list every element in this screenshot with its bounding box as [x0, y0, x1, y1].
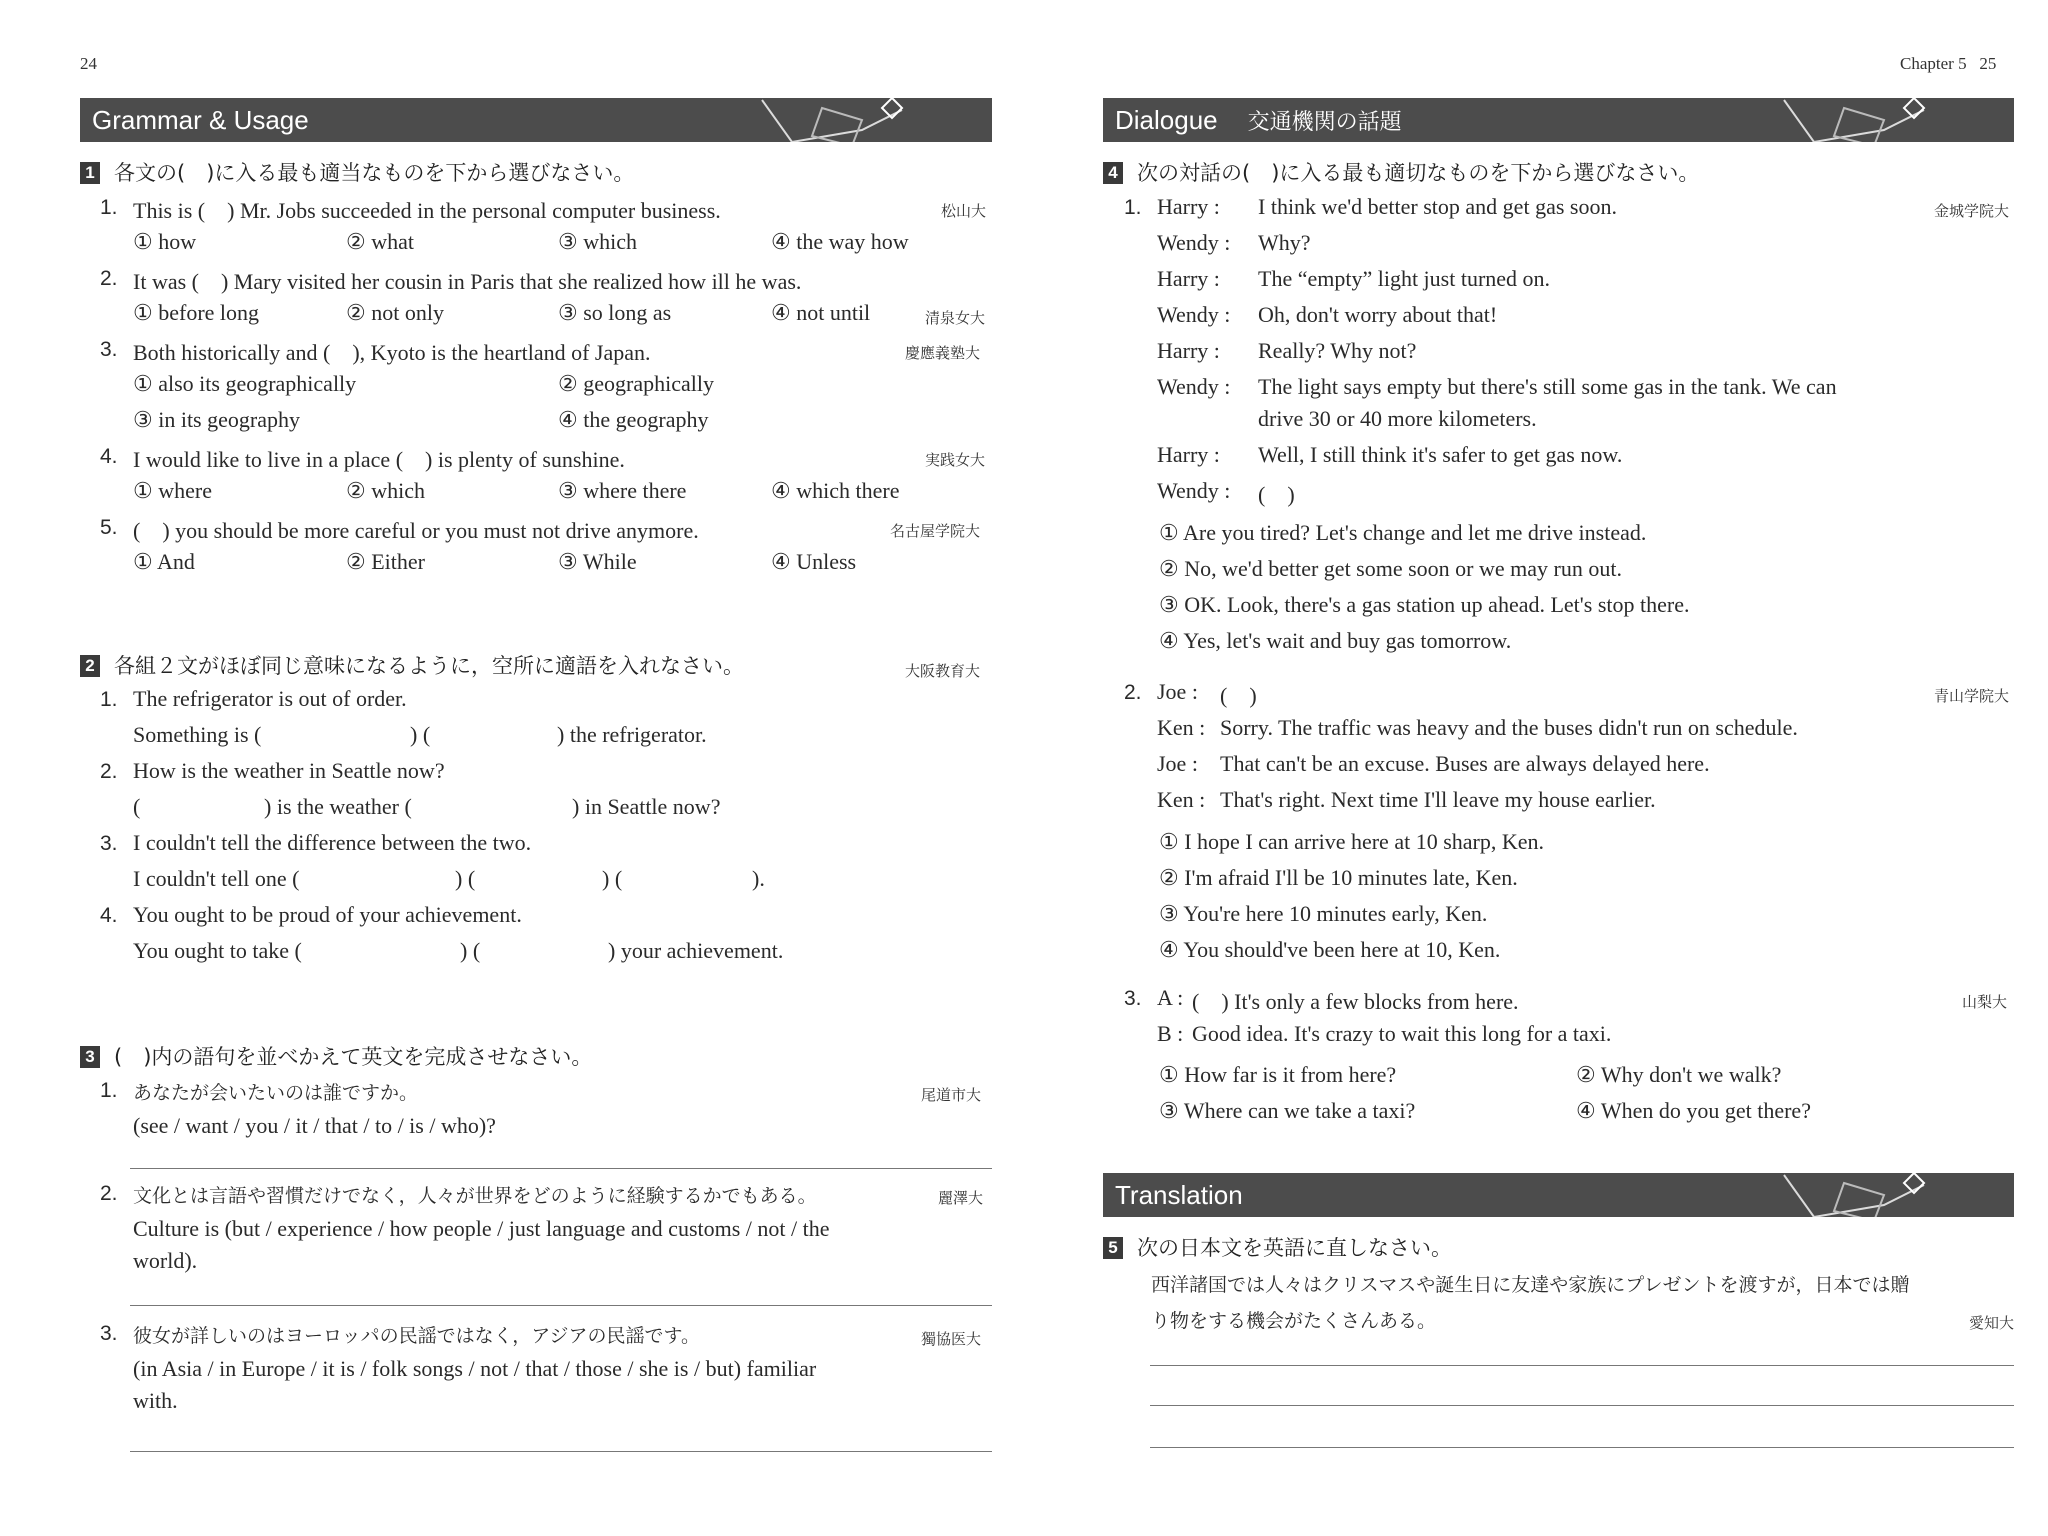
option-2: ② what [346, 229, 414, 254]
option-4: ④ When do you get there? [1576, 1098, 1811, 1123]
option-3: ③ While [558, 549, 637, 574]
english-words-line1: (in Asia / in Europe / it is / folk songs / not / that / those / she is / but) familiar [133, 1356, 817, 1381]
decorative-pattern-icon [1774, 98, 1974, 142]
option-3: ③ which [558, 229, 637, 254]
option-4: ④ Unless [771, 549, 857, 574]
section-1-instruction [80, 157, 634, 187]
sentence-b-part4: ). [752, 866, 765, 891]
sentence-b-part3: ) the refrigerator. [557, 722, 707, 747]
answer-line-1[interactable] [1150, 1365, 2014, 1366]
japanese-prompt: 文化とは言語や習慣だけでなく，人々が世界をどのように経験するかでもある。 [133, 1185, 817, 1207]
translation-source: 愛知大 [1969, 1314, 2015, 1332]
section-2-source: 大阪教育大 [905, 662, 981, 680]
decorative-pattern-icon [1774, 1173, 1974, 1217]
option-1: ① Are you tired? Let's change and let me drive instead. [1159, 520, 1647, 545]
q-number: 3. [100, 1322, 118, 1345]
q-source: 麗澤大 [938, 1189, 984, 1207]
speech: ( ) [1258, 482, 1295, 507]
answer-line-2[interactable] [1150, 1405, 2014, 1406]
option-1: ① How far is it from here? [1159, 1062, 1397, 1087]
option-1: ① how [133, 229, 197, 254]
speech: Oh, don't worry about that! [1258, 302, 1498, 327]
answer-line-3[interactable] [1150, 1447, 2014, 1448]
answer-line[interactable] [130, 1305, 992, 1306]
sentence-b-part3: ) ( [602, 866, 623, 891]
option-3: ③ in its geography [133, 407, 300, 432]
speaker: Wendy : [1157, 230, 1231, 255]
english-words-line1: Culture is (but / experience / how people / just language and customs / not / the [133, 1216, 830, 1241]
speaker: Harry : [1157, 266, 1220, 291]
q-number: 1. [100, 196, 118, 219]
section-4-instruction [1103, 157, 1699, 187]
option-3: ③ so long as [558, 300, 672, 325]
section-title-grammar: Grammar & Usage [92, 104, 309, 135]
speech: I think we'd better stop and get gas soon. [1258, 194, 1617, 219]
q-source: 青山学院大 [1934, 687, 2010, 705]
option-3: ③ You're here 10 minutes early, Ken. [1159, 901, 1488, 926]
section-header-translation [1103, 1173, 2014, 1217]
q-number: 4. [100, 445, 118, 468]
section-1-number: 1 [80, 162, 100, 184]
speech: The “empty” light just turned on. [1258, 266, 1551, 291]
right-page-header: Chapter 5 25 [1900, 54, 1997, 73]
q-number: 4. [100, 904, 118, 927]
q-number: 2. [1124, 681, 1142, 704]
speaker: Harry : [1157, 442, 1220, 467]
speaker: Wendy : [1157, 478, 1231, 503]
q-source: 松山大 [941, 202, 987, 220]
speech: Sorry. The traffic was heavy and the buses didn't run on schedule. [1220, 715, 1798, 740]
q-source: 金城学院大 [1934, 202, 2010, 220]
speech: That's right. Next time I'll leave my house earlier. [1220, 787, 1656, 812]
q-number: 2. [100, 267, 118, 290]
section-5-instruction-text: 次の日本文を英語に直しなさい。 [1137, 1236, 1452, 1260]
option-2: ② geographically [558, 371, 714, 396]
speech: ( ) It's only a few blocks from here. [1192, 989, 1519, 1014]
translation-text-line2: り物をする機会がたくさんある。 [1151, 1310, 1437, 1332]
q-source: 名古屋学院大 [890, 522, 981, 540]
section-header-grammar [80, 98, 992, 142]
option-4: ④ the geography [558, 407, 709, 432]
q-text: It was ( ) Mary visited her cousin in Paris that she realized how ill he was. [133, 269, 802, 294]
japanese-prompt: あなたが会いたいのは誰ですか。 [133, 1082, 419, 1104]
option-2: ② not only [346, 300, 444, 325]
option-1: ① also its geographically [133, 371, 357, 396]
japanese-prompt: 彼女が詳しいのはヨーロッパの民謡ではなく，アジアの民謡です。 [133, 1325, 700, 1347]
translation-text-line1: 西洋諸国では人々はクリスマスや誕生日に友達や家族にプレゼントを渡すが，日本では贈 [1151, 1274, 1910, 1296]
sentence-a: You ought to be proud of your achievement. [133, 902, 522, 927]
dialogue-subtitle: 交通機関の話題 [1247, 108, 1402, 134]
section-5-instruction [1103, 1232, 1452, 1262]
option-3: ③ OK. Look, there's a gas station up ahead. Let's stop there. [1159, 592, 1690, 617]
option-2: ② which [346, 478, 425, 503]
option-4: ④ not until [771, 300, 871, 325]
sentence-b-part2: ) ( [460, 938, 481, 963]
sentence-a: How is the weather in Seattle now? [133, 758, 445, 783]
speech: Really? Why not? [1258, 338, 1417, 363]
speech: Good idea. It's crazy to wait this long for a taxi. [1192, 1021, 1612, 1046]
q-source: 山梨大 [1962, 993, 2008, 1011]
section-header-dialogue [1103, 98, 2014, 142]
section-3-instruction-text: ( )内の語句を並べかえて英文を完成させなさい。 [114, 1045, 593, 1069]
answer-line[interactable] [130, 1168, 992, 1169]
q-number: 3. [100, 832, 118, 855]
section-4-number: 4 [1103, 162, 1123, 184]
option-2: ② Either [346, 549, 425, 574]
section-title-translation: Translation [1115, 1179, 1243, 1210]
sentence-b-part2: ) ( [455, 866, 476, 891]
q-number: 5. [100, 516, 118, 539]
option-3: ③ Where can we take a taxi? [1159, 1098, 1416, 1123]
speaker: Joe : [1157, 751, 1198, 776]
option-2: ② No, we'd better get some soon or we may run out. [1159, 556, 1622, 581]
left-page-number: 24 [80, 54, 97, 73]
english-words-line2: with. [133, 1388, 178, 1413]
section-4-instruction-text: 次の対話の( )に入る最も適切なものを下から選びなさい。 [1137, 161, 1700, 185]
option-1: ① And [133, 549, 195, 574]
english-words-line1: (see / want / you / it / that / to / is / who)? [133, 1113, 496, 1138]
sentence-a: I couldn't tell the difference between the two. [133, 830, 532, 855]
q-number: 1. [100, 1079, 118, 1102]
q-text: ( ) you should be more careful or you must not drive anymore. [133, 518, 699, 543]
sentence-b-part1: You ought to take ( [133, 938, 302, 963]
q-source: 慶應義塾大 [905, 344, 981, 362]
decorative-pattern-icon [752, 98, 952, 142]
sentence-b-part1: I couldn't tell one ( [133, 866, 300, 891]
q-number: 1. [1124, 196, 1142, 219]
english-words-line2: world). [133, 1248, 198, 1273]
speaker: Wendy : [1157, 374, 1231, 399]
q-source: 獨協医大 [921, 1330, 982, 1348]
option-1: ① before long [133, 300, 260, 325]
speaker: Ken : [1157, 787, 1206, 812]
speaker: A : [1157, 985, 1184, 1010]
sentence-b-part2: ) is the weather ( [264, 794, 412, 819]
section-title-dialogue: Dialogue [1115, 104, 1218, 135]
section-3-instruction [80, 1041, 592, 1071]
sentence-b-part2: ) ( [410, 722, 431, 747]
option-2: ② I'm afraid I'll be 10 minutes late, Ken. [1159, 865, 1518, 890]
option-4: ④ which there [771, 478, 900, 503]
speaker: B : [1157, 1021, 1184, 1046]
speaker: Wendy : [1157, 302, 1231, 327]
answer-line[interactable] [130, 1451, 992, 1452]
q-source: 尾道市大 [921, 1086, 982, 1104]
section-5-number: 5 [1103, 1237, 1123, 1259]
option-4: ④ You should've been here at 10, Ken. [1159, 937, 1501, 962]
option-3: ③ where there [558, 478, 687, 503]
speech: ( ) [1220, 683, 1257, 708]
speech: Well, I still think it's safer to get gas now. [1258, 442, 1623, 467]
speaker: Joe : [1157, 679, 1198, 704]
sentence-a: The refrigerator is out of order. [133, 686, 407, 711]
option-4: ④ Yes, let's wait and buy gas tomorrow. [1159, 628, 1512, 653]
q-number: 2. [100, 1182, 118, 1205]
q-text: This is ( ) Mr. Jobs succeeded in the personal computer business. [133, 198, 721, 223]
option-1: ① I hope I can arrive here at 10 sharp, Ken. [1159, 829, 1544, 854]
option-2: ② Why don't we walk? [1576, 1062, 1782, 1087]
section-2-instruction [80, 650, 744, 680]
q-number: 2. [100, 760, 118, 783]
section-2-instruction-text: 各組２文がほぼ同じ意味になるように，空所に適語を入れなさい。 [114, 654, 744, 678]
q-number: 1. [100, 688, 118, 711]
section-2-number: 2 [80, 655, 100, 677]
q-number: 3. [1124, 987, 1142, 1010]
speaker: Harry : [1157, 338, 1220, 363]
q-number: 3. [100, 338, 118, 361]
section-1-instruction-text: 各文の( )に入る最も適当なものを下から選びなさい。 [114, 161, 635, 185]
q-text: I would like to live in a place ( ) is plenty of sunshine. [133, 447, 625, 472]
sentence-b-part1: Something is ( [133, 722, 262, 747]
section-3-number: 3 [80, 1046, 100, 1068]
q-text: Both historically and ( ), Kyoto is the heartland of Japan. [133, 340, 651, 365]
sentence-b-part3: ) your achievement. [608, 938, 784, 963]
speech: That can't be an excuse. Buses are always delayed here. [1220, 751, 1710, 776]
speaker: Ken : [1157, 715, 1206, 740]
q-source: 実践女大 [925, 451, 986, 469]
option-1: ① where [133, 478, 212, 503]
q-source: 清泉女大 [925, 309, 986, 327]
speech: drive 30 or 40 more kilometers. [1258, 406, 1537, 431]
speaker: Harry : [1157, 194, 1220, 219]
sentence-b-part3: ) in Seattle now? [572, 794, 721, 819]
speech: The light says empty but there's still some gas in the tank. We can [1258, 374, 1837, 399]
sentence-b-part1: ( [133, 794, 141, 819]
option-4: ④ the way how [771, 229, 909, 254]
speech: Why? [1258, 230, 1311, 255]
